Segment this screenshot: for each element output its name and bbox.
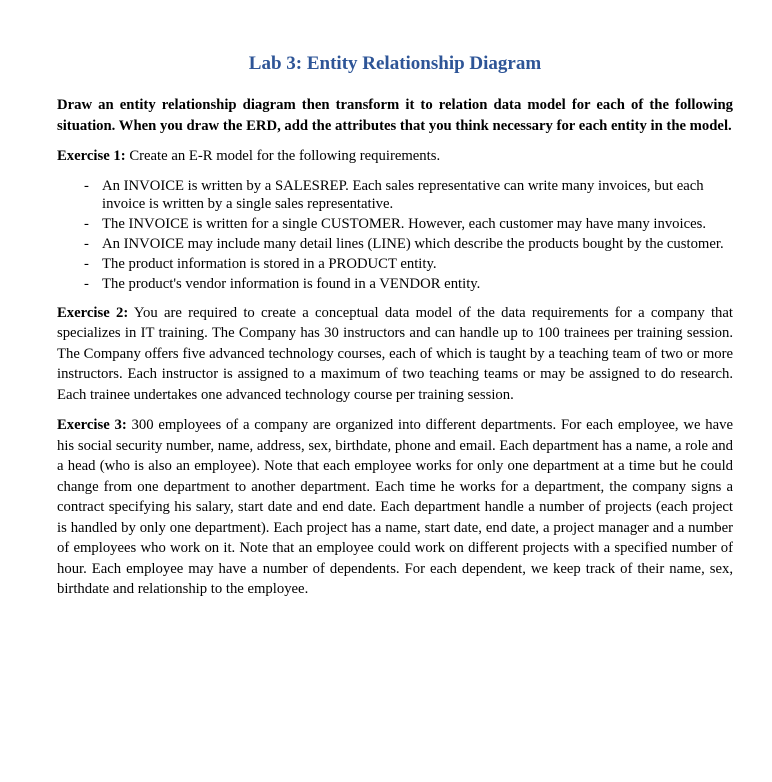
document-page <box>57 52 733 610</box>
bullet-dash: - <box>84 235 89 252</box>
exercise-1-requirements <box>57 177 733 293</box>
bullet-dash: - <box>84 255 89 272</box>
exercise-3-label: Exercise 3: <box>57 417 127 433</box>
exercise-1-label: Exercise 1: <box>57 148 126 164</box>
exercise-2 <box>57 303 733 406</box>
list-item-text: The product information is stored in a PRODUCT entity. <box>102 255 437 272</box>
exercise-2-label: Exercise 2: <box>57 304 129 321</box>
exercise-3 <box>57 415 733 600</box>
bullet-dash: - <box>84 275 89 292</box>
exercise-3-text: 300 employees of a company are organized into different departments. For each employee, we have his social security number, name, address, sex, birthdate, phone and email. Each department has a name, a role and a head (who is also an employee). Note that each employee works for only one department at a time but he could change from one department to another department. Each time he works for a department, the company signs a contract specifying his salary, start date and end date. Each department handle a number of projects (each project is handled by only one department). Each project has a name, start date, end date, a project manager and a number of employees who work on it. Note that an employee could work on different projects with a specified number of hour. Each employee may have a number of dependents. For each dependent, we keep track of their name, sex, birthdate and relationship to the employee. <box>57 417 733 597</box>
list-item <box>57 275 733 293</box>
exercise-1-text: Create an E-R model for the following requirements. <box>125 148 441 164</box>
exercise-1-heading <box>57 146 733 167</box>
list-item-text: An INVOICE may include many detail lines (LINE) which describe the products bought by the customer. <box>102 235 724 252</box>
bullet-dash: - <box>84 177 89 194</box>
list-item <box>57 255 733 273</box>
page-title: Lab 3: Entity Relationship Diagram <box>248 53 542 74</box>
instructions: Draw an entity relationship diagram then transform it to relation data model for each of the following situation. When you draw the ERD, add the attributes that you think necessary for each entity in the model. <box>57 97 733 134</box>
list-item-text: An INVOICE is written by a SALESREP. Each sales representative can write many invoices, but each invoice is written by a single sales representative. <box>102 177 704 212</box>
list-item-text: The INVOICE is written for a single CUSTOMER. However, each customer may have many invoices. <box>102 215 707 232</box>
list-item-text: The product's vendor information is found in a VENDOR entity. <box>102 275 481 292</box>
exercise-2-text: You are required to create a conceptual data model of the data requirements for a company that specializes in IT training. The Company has 30 instructors and can handle up to 100 trainees per training session. The Company offers five advanced technology courses, each of which is taught by a teaching team of two or more instructors. Each instructor is assigned to a maximum of two teaching teams or may be assigned to do research. Each trainee undertakes one advanced technology course per training session. <box>57 304 733 403</box>
list-item <box>57 235 733 253</box>
bullet-dash: - <box>84 215 89 232</box>
list-item <box>57 215 733 233</box>
list-item <box>57 177 733 213</box>
